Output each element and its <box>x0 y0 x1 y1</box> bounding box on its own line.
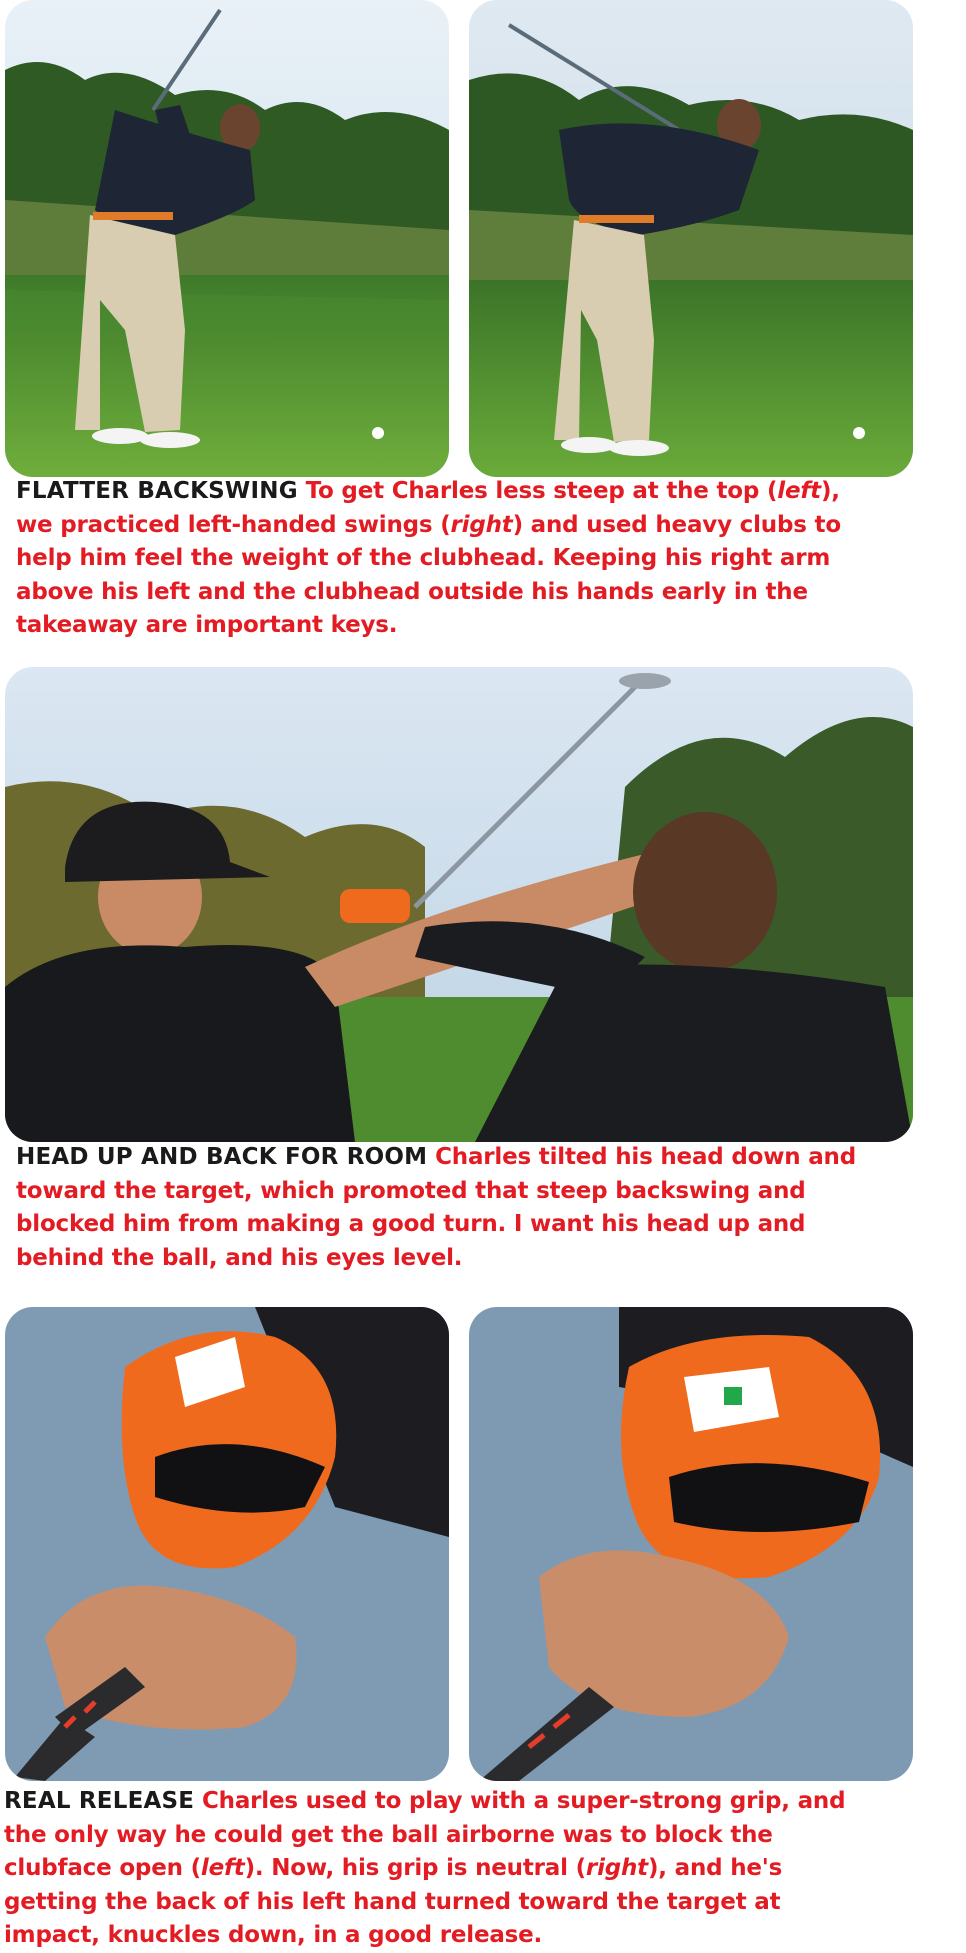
caption-italic: left <box>777 478 821 504</box>
caption-body: Charles tilted his head down and toward the target, which promoted that steep backswing and blocked him from making a good turn. I want his head up and behind the ball, and his eyes level. <box>16 1144 856 1271</box>
caption-body: ). Now, his grip is neutral ( <box>244 1855 586 1881</box>
caption-italic: left <box>200 1855 245 1881</box>
caption-body: ), and he's getting the back of his left hand turned toward the target at impact, knuckles down, in a good release. <box>4 1855 783 1948</box>
photo-strong-grip <box>5 1307 449 1781</box>
photo-neutral-grip <box>469 1307 913 1781</box>
caption-heading: FLATTER BACKSWING <box>16 478 298 504</box>
caption-body: ), we practiced left-handed swings ( <box>16 478 840 538</box>
caption-flatter-backswing <box>16 475 876 643</box>
photo-head-position <box>5 667 913 1142</box>
caption-real-release <box>4 1785 864 1953</box>
caption-italic: right <box>450 511 513 538</box>
caption-heading: REAL RELEASE <box>4 1788 195 1814</box>
photo-left-handed-swing <box>469 0 913 477</box>
caption-body: To get Charles less steep at the top ( <box>297 478 778 504</box>
caption-italic: right <box>585 1855 648 1881</box>
photo-steep-backswing <box>5 0 449 477</box>
caption-heading: HEAD UP AND BACK FOR ROOM <box>16 1144 428 1170</box>
caption-body: Charles used to play with a super-strong grip, and the only way he could get the ball airborne was to block the clubface open ( <box>4 1788 846 1881</box>
caption-body: ) and used heavy clubs to help him feel the weight of the clubhead. Keeping his right arm above his left and the clubhead outside his hands early in the takeaway are important keys. <box>16 511 841 638</box>
caption-head-up <box>16 1141 876 1275</box>
